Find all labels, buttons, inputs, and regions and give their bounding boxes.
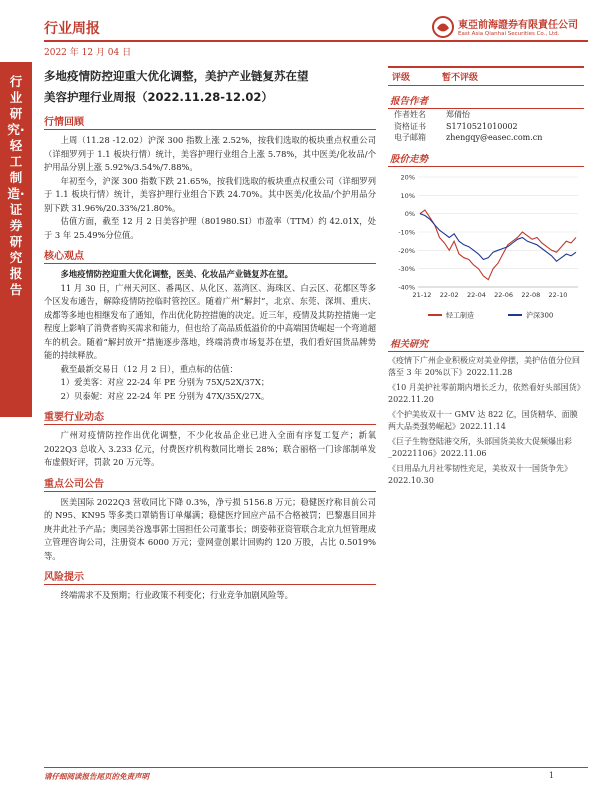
related-heading: 相关研究 xyxy=(388,335,584,352)
page-number: 1 xyxy=(548,771,554,780)
footer-divider xyxy=(44,767,588,768)
chart-heading: 股价走势 xyxy=(388,150,584,167)
report-title: 多地疫情防控迎重大优化调整，美护产业链复苏在望 xyxy=(44,69,309,83)
footer-disclaimer[interactable]: 请仔细阅读报告尾页的免责声明 xyxy=(44,772,149,781)
core-paragraph-1: 11 月 30 日，广州天河区、番禺区、从化区、荔湾区、海珠区、白云区、花都区等多个区发布通告，解除疫情防控临时管控区。随着广州“解封”，北京、东莞、深圳、重庆、成都等多地也相继发布了通知，作出优化防控措施的决定。近三年，疫情及其防控措施一定程度上影响了消费者购买需求和能力，但也给了高品质低溢价的中高端国货崛起一个弯道超车的机会。随着“解封放开”措施逐步落地，终端消费市场复苏在望，我们看好国货品牌势能的持续释放。 xyxy=(44,282,376,360)
analyst-row xyxy=(388,121,584,133)
rating-row xyxy=(388,66,584,86)
y-tick-label: 20% xyxy=(400,173,415,181)
industry-paragraph: 广州对疫情防控作出优化调整，不少化妆品企业已进入全面有序复工复产；新氧 2022Q3 总收入 3.233 亿元，付费医疗机构数同比增长 28%；联合丽格一门诊部制单发布虚假好评，罚款 20 万元等。 xyxy=(44,430,376,467)
analyst-key: 电子邮箱 xyxy=(394,133,426,142)
section-heading-company: 重点公司公告 xyxy=(44,475,376,492)
related-item[interactable]: 《个护美妆双十一 GMV 达 822 亿，国货精华、面膜两大品类强势崛起》2022.11.14 xyxy=(388,409,578,431)
report-category: 行业周报 xyxy=(44,21,100,37)
y-tick-label: -40% xyxy=(398,283,415,291)
side-column xyxy=(388,66,584,487)
legend-label: 轻工制造 xyxy=(446,311,474,319)
company-paragraph: 医美国际 2022Q3 营收同比下降 0.3%，净亏损 5156.8 万元；稳健医疗称目前公司的 N95、KN95 等多类口罩销售订单爆满；稳健医疗回应产品不合格被罚；巴黎惠目回并庚井此社予产品；奥园美谷逸事郭士国担任公司董事长；朗姿韩亚资管联合北京九恒管理成立管理咨询公司，注册资本 6000 万元；壹网壹创累计回购约 120 万股，占比 0.5019%等。 xyxy=(44,496,376,561)
analyst-key: 作者姓名 xyxy=(394,110,426,119)
y-tick-label: -30% xyxy=(398,264,415,273)
rating-value: 暂不评级 xyxy=(442,73,479,83)
analyst-value: S1710521010002 xyxy=(446,121,518,131)
y-tick-label: -20% xyxy=(398,246,415,255)
series-line-csi300 xyxy=(420,213,576,261)
analyst-row xyxy=(388,109,584,121)
sidebar-label: 行业研究·轻工制造·证券研究报告 xyxy=(7,74,25,297)
report-date: 2022 年 12 月 04 日 xyxy=(44,48,132,58)
related-item[interactable]: 《疫情下广州企业积极应对美业停摆，美护估值分位回落至 3 年 20%以下》2022.11.28 xyxy=(388,355,580,377)
price-chart-svg xyxy=(388,169,584,329)
y-tick-label: 10% xyxy=(400,191,415,200)
review-paragraph-3: 估值方面，截至 12 月 2 日美容护理（801980.SI）市盈率（TTM）约 42.01X，处于 3 年 25.49%分位值。 xyxy=(44,216,376,240)
risk-paragraph: 终端需求不及预期；行业政策不利变化；行业竞争加剧风险等。 xyxy=(60,590,293,600)
legend-label: 沪深300 xyxy=(526,311,554,319)
x-tick-label: 22-02 xyxy=(439,290,459,299)
x-tick-label: 22-10 xyxy=(548,290,568,299)
analyst-row xyxy=(388,132,584,144)
core-paragraph-3: 1）爱美客：对应 22-24 年 PE 分别为 75X/52X/37X； xyxy=(60,377,270,387)
x-tick-label: 22-08 xyxy=(521,290,541,299)
related-item[interactable]: 《日用品九月社零韧性充足，美妆双十一国货争先》2022.10.30 xyxy=(388,463,572,485)
report-subtitle: 美容护理行业周报（2022.11.28-12.02） xyxy=(44,90,273,104)
related-item[interactable]: 《巨子生物登陆港交所，头部国货美妆大促频爆出彩_20221106》2022.11.06 xyxy=(388,436,572,458)
section-heading-review: 行情回顾 xyxy=(44,113,376,130)
company-logo xyxy=(432,14,582,48)
x-tick-label: 21-12 xyxy=(412,290,432,299)
related-item[interactable]: 《10 月美护社零前期内增长乏力，依然看好头部国货》2022.11.20 xyxy=(388,382,581,404)
main-column xyxy=(44,66,376,603)
core-paragraph-2: 截至最新交易日（12 月 2 日），重点标的估值： xyxy=(60,363,238,374)
y-tick-label: -10% xyxy=(398,228,415,236)
logo-mark-icon xyxy=(432,16,454,38)
review-paragraph-1: 上周（11.28 -12.02）沪深 300 指数上涨 2.52%，按我们选取的板块重点权重公司（详细罗列于 1.1 板块行情）统计，美容护理行业组合上涨 5.78%，其中医美/化妆品/个护用品分别上涨 5.92%/3.54%/7.88%。 xyxy=(44,135,376,172)
analyst-email[interactable]: zhengqy@easec.com.cn xyxy=(446,133,543,142)
x-tick-label: 22-06 xyxy=(494,290,514,299)
section-heading-core: 核心观点 xyxy=(44,247,376,264)
core-headline: 多地疫情防控迎重大优化调整，医美、化妆品产业链复苏在望。 xyxy=(60,269,293,279)
section-heading-risk: 风险提示 xyxy=(44,568,376,585)
rating-label: 评级 xyxy=(392,73,411,83)
core-paragraph-4: 2）贝泰妮：对应 22-24 年 PE 分别为 47X/35X/27X。 xyxy=(60,390,270,401)
series-line-light-industry xyxy=(420,210,576,280)
price-chart xyxy=(388,169,584,329)
y-tick-label: 0% xyxy=(404,209,415,218)
logo-name-en: East Asia Qianhai Securities Co., Ltd. xyxy=(458,31,560,37)
x-tick-label: 22-04 xyxy=(466,290,486,299)
analyst-value: 郑倩怡 xyxy=(446,110,470,119)
logo-name-cn: 東亞前海證券有限責任公司 xyxy=(458,20,578,31)
section-heading-industry: 重要行业动态 xyxy=(44,408,376,425)
review-paragraph-2: 年初至今，沪深 300 指数下跌 21.65%，按我们选取的板块重点权重公司（详细罗列于 1.1 板块行情）统计，美容护理行业组合下跌 24.70%。其中医美/化妆品/个护用品分别下跌 31.96%/20.33%/21.80%。 xyxy=(44,175,376,213)
analyst-heading: 报告作者 xyxy=(388,92,584,109)
sidebar-band xyxy=(0,62,32,417)
analyst-key: 资格证书 xyxy=(394,121,426,131)
